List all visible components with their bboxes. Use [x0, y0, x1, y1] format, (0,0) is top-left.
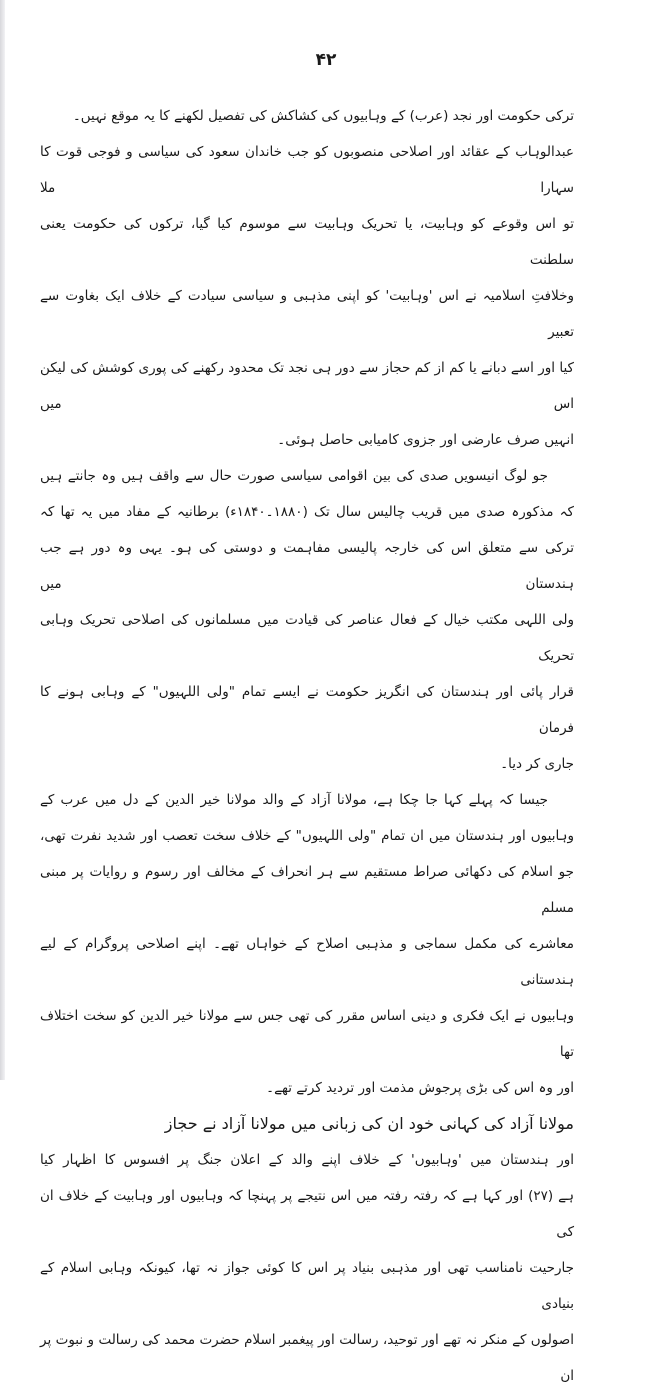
page-left-edge	[0, 0, 5, 1080]
text-line: کہ مذکورہ صدی میں قریب چالیس سال تک (۱۸۸۰۔۱۸۴۰ء) برطانیہ کے مفاد میں یہ تھا کہ	[40, 504, 574, 520]
text-line: تو اس وقوعے کو وہابیت، یا تحریک وہابیت سے موسوم کیا گیا، ترکوں کی حکومت یعنی سلطنت	[40, 216, 574, 268]
text-line: جاری کر دیا۔	[500, 756, 574, 772]
paragraph-2	[40, 134, 574, 458]
text-line: انہیں صرف عارضی اور جزوی کامیابی حاصل ہوئی۔	[277, 432, 574, 448]
page-number: ۴۲	[315, 50, 337, 70]
text-line: وہابیوں نے ایک فکری و دینی اساس مقرر کی تھی جس سے مولانا خیر الدین کو سخت اختلاف تھا	[40, 1008, 574, 1060]
text-line: کیا اور اسے دبانے یا کم از کم حجاز سے دور ہی نجد تک محدود رکھنے کی پوری کوشش کی لیکن اس میں	[40, 360, 574, 412]
text-line: وخلافتِ اسلامیہ نے اس 'وہابیت' کو اپنی مذہبی و سیاسی سیادت کے خلاف ایک بغاوت سے تعبیر	[40, 288, 574, 340]
text-line: وہابیوں اور ہندستان میں ان تمام "ولی اللہیوں" کے خلاف سخت تعصب اور شدید نفرت تھی،	[40, 828, 574, 844]
text-line: جو اسلام کی دکھائی صراط مستقیم سے ہر انحراف کے مخالف اور رسوم و روایات پر مبنی مسلم	[40, 864, 574, 916]
text-line: ہے (۲۷) اور کہا ہے کہ رفتہ رفتہ میں اس نتیجے پر پہنچا کہ وہابیوں اور وہابیت کے خلاف ان کی	[40, 1188, 574, 1240]
paragraph-3	[40, 458, 574, 782]
text-line: مولانا آزاد کی کہانی خود ان کی زبانی میں مولانا آزاد نے حجاز	[164, 1114, 574, 1133]
text-line: ترکی حکومت اور نجد (عرب) کے وہابیوں کی کشاکش کی تفصیل لکھنے کا یہ موقع نہیں۔	[72, 108, 574, 124]
text-line: ولی اللہی مکتب خیال کے فعال عناصر کی قیادت میں مسلمانوں کی اصلاحی تحریک وہابی تحریک	[40, 612, 574, 664]
page-body	[40, 98, 574, 1394]
paragraph-4	[40, 782, 574, 1106]
text-line: معاشرے کی مکمل سماجی و مذہبی اصلاح کے خواہاں تھے۔ اپنے اصلاحی پروگرام کے لیے ہندستانی	[40, 936, 574, 988]
text-line: اصولوں کے منکر نہ تھے اور توحید، رسالت اور پیغمبر اسلام حضرت محمد کی رسالت و نبوت پر ان	[40, 1332, 574, 1384]
text-line: اور وہ اس کی بڑی پرجوش مذمت اور تردید کرتے تھے۔	[266, 1080, 574, 1096]
text-line: ترکی سے متعلق اس کی خارجہ پالیسی مفاہمت و دوستی کی ہو۔ یہی وہ دور ہے جب ہندستان میں	[40, 540, 574, 592]
text-line: جیسا کہ پہلے کہا جا چکا ہے، مولانا آزاد کے والد مولانا خیر الدین کے دل میں عرب کے	[40, 792, 548, 808]
text-line: اور ہندستان میں 'وہابیوں' کے خلاف اپنے والد کے اعلان جنگ پر افسوس کا اظہار کیا	[40, 1152, 574, 1168]
text-line: جو لوگ انیسویں صدی کی بین اقوامی سیاسی صورت حال سے واقف ہیں وہ جانتے ہیں	[40, 468, 548, 484]
text-line: قرار پائی اور ہندستان کی انگریز حکومت نے ایسے تمام "ولی اللہیوں" کے وہابی ہونے کا فرمان	[40, 684, 574, 736]
text-line: عبدالوہاب کے عقائد اور اصلاحی منصوبوں کو جب خاندان سعود کی سیاسی و فوجی قوت کا سہارا ملا	[40, 144, 574, 196]
paragraph-5	[40, 1106, 574, 1394]
paragraph-1	[40, 98, 574, 134]
text-line: جارحیت نامناسب تھی اور مذہبی بنیاد پر اس کا کوئی جواز نہ تھا، کیونکہ وہابی اسلام کے بنیادی	[40, 1260, 574, 1312]
